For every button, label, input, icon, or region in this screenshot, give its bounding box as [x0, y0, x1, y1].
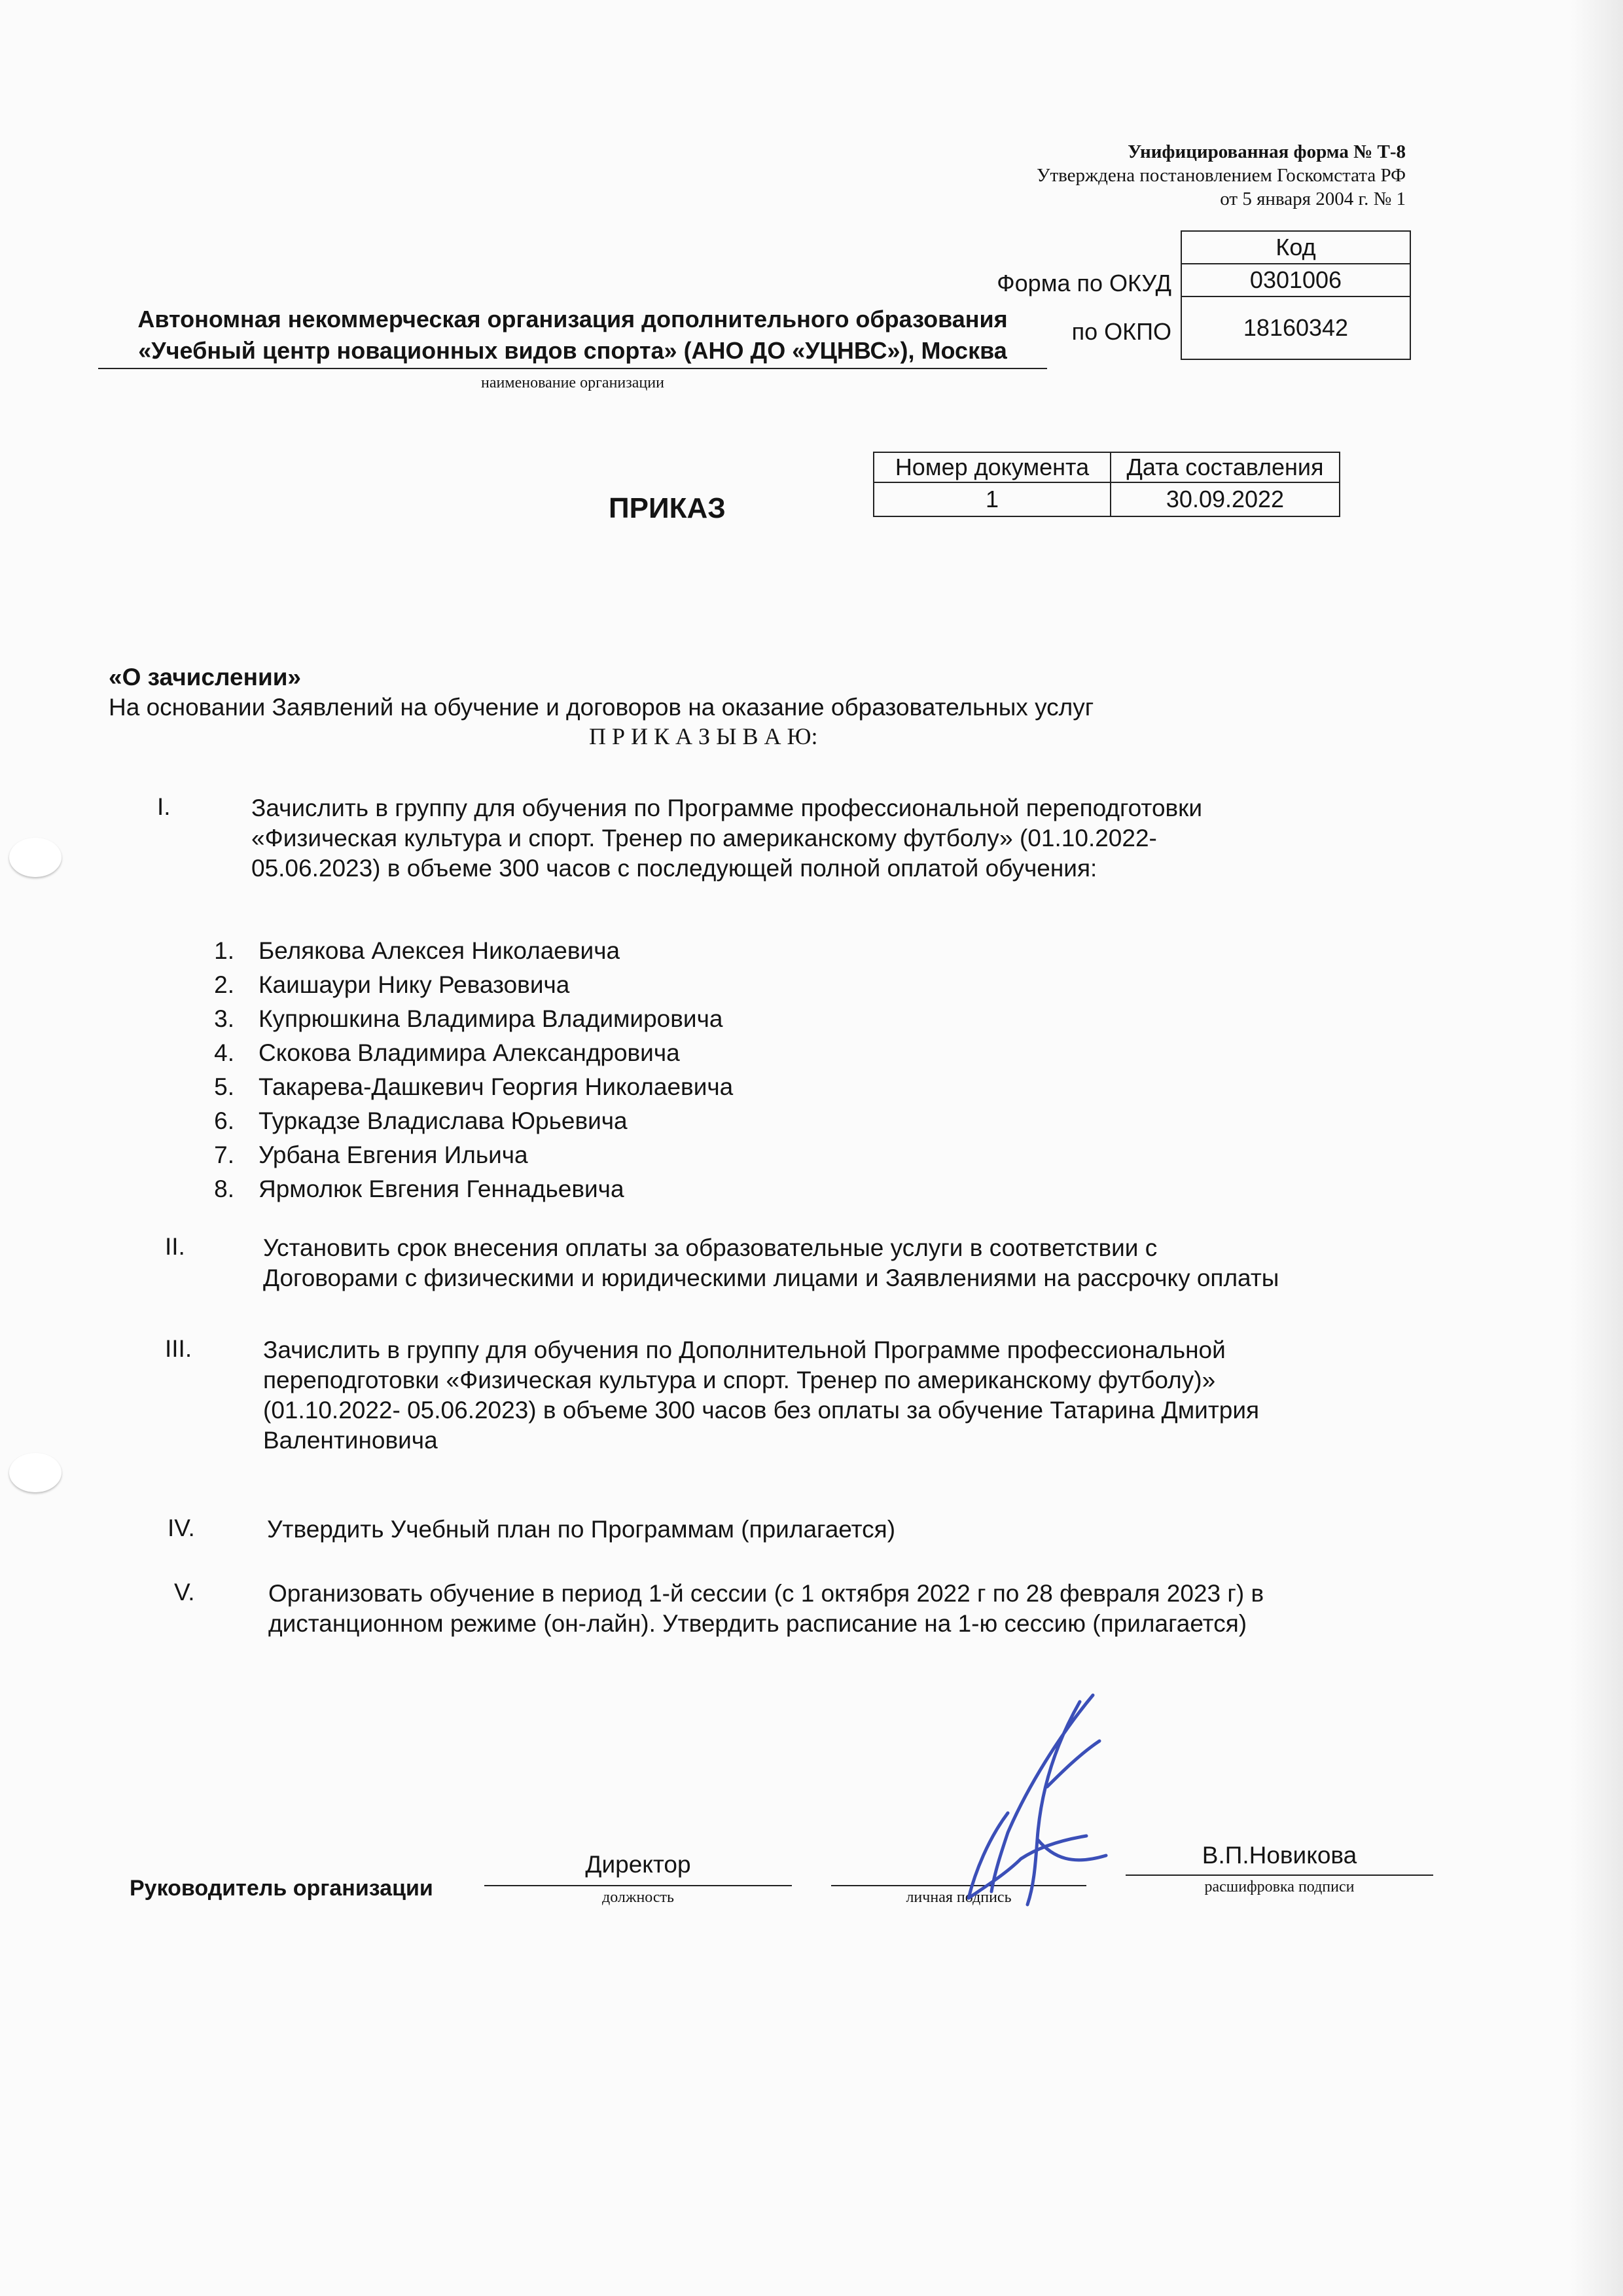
document-number: 1 — [874, 482, 1111, 516]
position-caption: должность — [602, 1889, 674, 1906]
okpo-label: по ОКПО — [1071, 318, 1171, 345]
handwritten-signature — [929, 1676, 1145, 1924]
order-subject: «О зачислении» — [109, 664, 302, 691]
name-value: В.П.Новикова — [1202, 1842, 1357, 1869]
number-header: Номер документа — [874, 452, 1111, 482]
document-date: 30.09.2022 — [1111, 482, 1340, 516]
item-2-line-1: Установить срок внесения оплаты за образовательные услуги в соответствии с — [263, 1234, 1158, 1261]
organization-line-1: Автономная некоммерческая организация дополнительного образования — [137, 306, 1008, 332]
approved-line-1: Утверждена постановлением Госкомстата РФ — [1036, 165, 1406, 186]
item-5-number: V. — [174, 1579, 195, 1605]
organization-line-2: «Учебный центр новационных видов спорта» (АНО ДО «УЦНВС»), Москва — [138, 337, 1007, 364]
item-1-line-2: «Физическая культура и спорт. Тренер по американскому футболу» (01.10.2022- — [251, 825, 1157, 852]
item-5-text — [268, 1579, 1440, 1639]
item-2-number: II. — [165, 1233, 185, 1260]
name-line — [1126, 1874, 1433, 1876]
item-3-line-4: Валентиновича — [263, 1427, 438, 1454]
okud-value: 0301006 — [1181, 264, 1410, 296]
code-header: Код — [1181, 231, 1410, 264]
name-caption: расшифровка подписи — [1204, 1878, 1355, 1895]
item-4-text — [267, 1515, 1465, 1545]
item-5-line-2: дистанционном режиме (он-лайн). Утвердить расписание на 1-ю сессию (прилагается) — [268, 1610, 1247, 1637]
order-word: П Р И К А З Ы В А Ю: — [589, 723, 818, 749]
item-3-number: III. — [165, 1335, 192, 1362]
item-1-text — [251, 793, 1449, 884]
scan-edge-shadow — [1571, 0, 1623, 2296]
item-2-line-2: Договорами с физическими и юридическими лицами и Заявлениями на рассрочку оплаты — [263, 1265, 1279, 1291]
item-5-line-1: Организовать обучение в период 1-й сессии (с 1 октября 2022 г по 28 февраля 2023 г) в — [268, 1580, 1264, 1607]
organization-underline — [98, 368, 1047, 369]
item-3-line-1: Зачислить в группу для обучения по Дополнительной Программе профессиональной — [263, 1336, 1226, 1363]
item-1-number: I. — [157, 793, 171, 820]
position-line — [484, 1885, 792, 1886]
position-value: Директор — [585, 1851, 691, 1878]
date-header: Дата составления — [1111, 452, 1340, 482]
punch-hole — [9, 1453, 62, 1492]
item-1-line-3: 05.06.2023) в объеме 300 часов с последующей полной оплатой обучения: — [251, 855, 1097, 882]
signature-stroke — [969, 1695, 1106, 1905]
order-basis: На основании Заявлений на обучение и договоров на оказание образовательных услуг — [109, 694, 1094, 721]
form-name: Унифицированная форма № Т-8 — [1128, 141, 1406, 162]
item-4-number: IV. — [168, 1515, 195, 1541]
item-3-line-3: (01.10.2022- 05.06.2023) в объеме 300 часов без оплаты за обучение Татарина Дмитрия — [263, 1397, 1260, 1424]
item-4-line-1: Утвердить Учебный план по Программам (прилагается) — [267, 1516, 896, 1543]
head-label: Руководитель организации — [130, 1876, 433, 1901]
codes-table — [1181, 230, 1411, 360]
item-2-text — [263, 1233, 1461, 1293]
item-1-line-1: Зачислить в группу для обучения по Программе профессиональной переподготовки — [251, 795, 1203, 821]
personal-signature-caption: личная подпись — [906, 1889, 1012, 1906]
item-3-text — [263, 1335, 1461, 1456]
document-number-table — [873, 452, 1340, 517]
document-title: ПРИКАЗ — [609, 492, 726, 524]
approved-line-2: от 5 января 2004 г. № 1 — [1220, 188, 1406, 209]
okpo-value: 18160342 — [1181, 296, 1410, 359]
punch-hole — [9, 838, 62, 877]
organization-caption: наименование организации — [481, 374, 664, 391]
okud-label: Форма по ОКУД — [997, 270, 1171, 296]
organization-name — [98, 304, 1047, 367]
item-3-line-2: переподготовки «Физическая культура и спорт. Тренер по американскому футболу)» — [263, 1367, 1216, 1393]
